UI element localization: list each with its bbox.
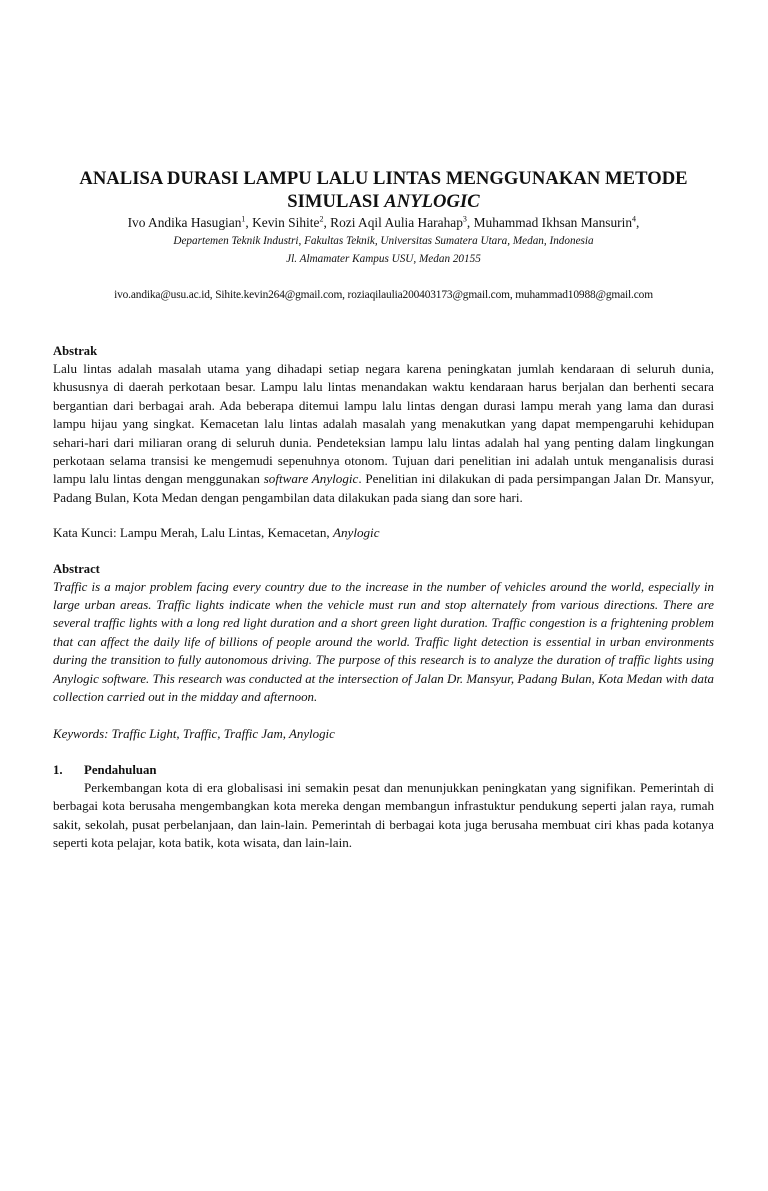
paper-page [0, 167, 768, 1191]
title-line-1: ANALISA DURASI LAMPU LALU LINTAS MENGGUNAKAN METODE [79, 168, 688, 189]
affiliation-line-2: Jl. Almamater Kampus USU, Medan 20155 [286, 253, 481, 265]
author-superscript: 3 [462, 214, 467, 224]
abstrak-section [53, 342, 714, 507]
abstrak-text [53, 360, 714, 507]
author-name: Rozi Aqil Aulia Harahap [330, 215, 463, 230]
abstrak-text-part-2: . Penelitian ini dilakukan di pada persimpangan Jalan Dr. Mansyur, Padang Bulan, Kota Medan dengan pengambilan data dilakukan pada siang dan sore hari. [53, 471, 715, 505]
affiliation-line-1: Departemen Teknik Industri, Fakultas Teknik, Universitas Sumatera Utara, Medan, Indonesia [173, 235, 594, 247]
abstrak-text-italic: software Anylogic [263, 471, 359, 487]
abstract-section [53, 560, 714, 707]
author-list [53, 213, 714, 232]
section-number: 1. [53, 762, 63, 777]
title-line-2-plain: SIMULASI [287, 191, 385, 212]
keywords: Keywords: Traffic Light, Traffic, Traffic Jam, Anylogic [53, 726, 335, 741]
title-line-2 [53, 190, 714, 213]
author-separator: , [636, 215, 640, 230]
abstrak-text-part-1: Lalu lintas adalah masalah utama yang dihadapi setiap negara karena peningkatan jumlah kendaraan di seluruh dunia, khususnya di daerah perkotaan besar. Lampu lalu lintas menandakan waktu kendaraan harus berjalan dan berhenti secara bergantian dari berbagai arah. Ada beberapa ditemui lampu lalu lintas dengan durasi lampu merah yang lama dan durasi lampu hijau yang singkat. Kemacetan lalu lintas adalah masalah yang menakutkan yang dapat mempengaruhi kehidupan sehari-hari dari miliaran orang di seluruh dunia. Pendeteksian lampu lalu lintas adalah hal yang penting dalam lingkungan perkotaan selama transisi ke mengemudi sepenuhnya otonom. Tujuan dari penelitian ini adalah untuk menganalisis durasi lampu lalu lintas dengan menggunakan [53, 361, 714, 487]
title-line-2-italic: ANYLOGIC [384, 191, 480, 212]
kata-kunci-italic: Anylogic [332, 525, 380, 541]
pendahuluan-text: Perkembangan kota di era globalisasi ini semakin pesat dan menunjukkan peningkatan yang signifikan. Pemerintah di berbagai kota berusaha mengembangkan kota mereka dengan membangun infrastuktur pendukung seperti jalan raya, rumah sakit, sekolah, pusat perbelanjaan, dan lain-lain. Pemerintah di berbagai kota juga berusaha membuat ciri khas pada kotanya seperti kota pelajar, kota batik, kota wisata, dan lain-lain. [53, 779, 714, 851]
author-separator: , [323, 215, 331, 230]
pendahuluan-section [53, 761, 714, 853]
author-emails: ivo.andika@usu.ac.id, Sihite.kevin264@gmail.com, roziaqilaulia200403173@gmail.com, muhammad10988@gmail.com [114, 289, 653, 301]
kata-kunci-plain: Kata Kunci: Lampu Merah, Lalu Lintas, Kemacetan, [53, 525, 333, 541]
abstract-text: Traffic is a major problem facing every country due to the increase in the number of vehicles around the world, especially in large urban areas. Traffic lights indicate when the vehicle must run and stop alternately from various directions. There are several traffic lights with a long red light duration and a short green light duration. Traffic congestion is a frightening problem that can affect the daily life of billions of people around the world. Traffic light detection is essential in urban environments during the transition to fully autonomous driving. The purpose of this research is to analyze the duration of traffic lights using Anylogic software. This research was conducted at the intersection of Jalan Dr. Mansyur, Padang Bulan, Kota Medan with data collection carried out in the midday and afternoon. [53, 579, 714, 705]
section-title: Pendahuluan [84, 762, 157, 777]
author-separator: , [466, 215, 474, 230]
pendahuluan-heading [53, 761, 714, 779]
abstrak-heading: Abstrak [53, 344, 98, 358]
affiliation [53, 232, 714, 268]
author-superscript: 1 [241, 214, 246, 224]
author-superscript: 2 [319, 214, 324, 224]
abstract-heading: Abstract [53, 561, 100, 576]
paper-title [53, 167, 714, 213]
kata-kunci [53, 524, 714, 542]
author-name: Ivo Andika Hasugian [127, 215, 242, 230]
author-superscript: 4 [632, 214, 637, 224]
author-separator: , [245, 215, 253, 230]
author-name: Muhammad Ikhsan Mansurin [473, 215, 633, 230]
author-name: Kevin Sihite [252, 215, 320, 230]
